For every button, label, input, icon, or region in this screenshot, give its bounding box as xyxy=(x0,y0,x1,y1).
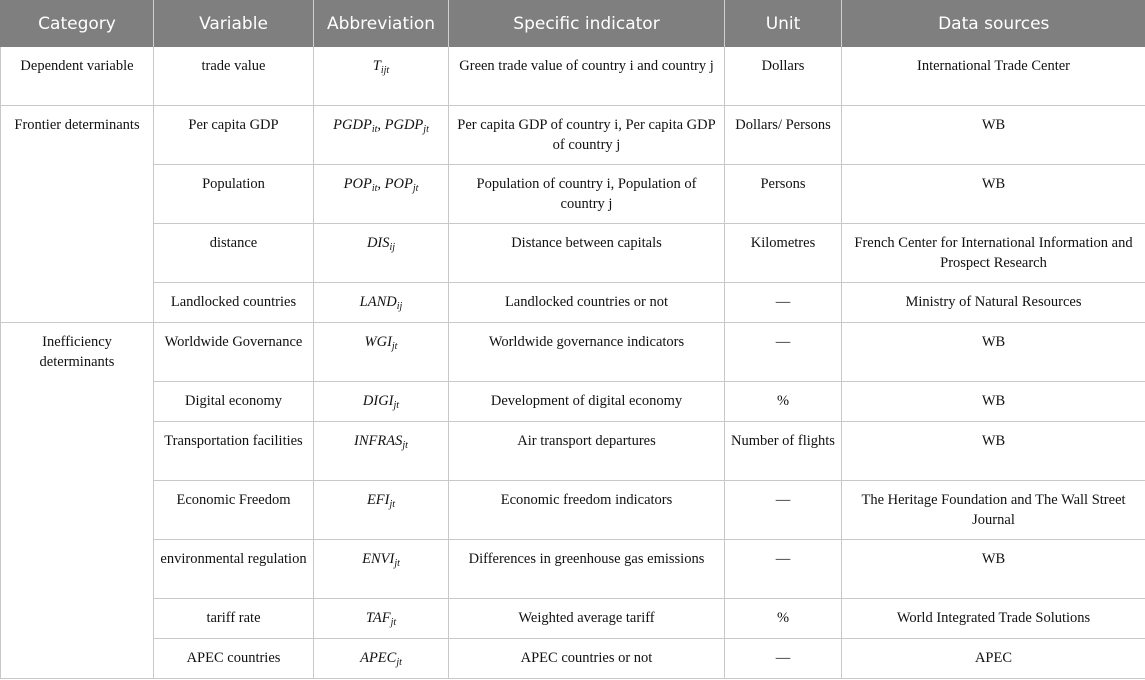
unit-cell: Kilometres xyxy=(725,223,842,282)
unit-cell: % xyxy=(725,381,842,421)
header-specific-indicator: Specific indicator xyxy=(449,0,725,47)
variable-cell: Population xyxy=(154,164,314,223)
indicator-cell: APEC countries or not xyxy=(449,638,725,678)
abbreviation-cell: $DIGI_{jt}$ xyxy=(314,381,449,421)
source-cell: WB xyxy=(842,105,1145,164)
source-cell: WB xyxy=(842,322,1145,381)
variable-cell: Digital economy xyxy=(154,381,314,421)
unit-cell: % xyxy=(725,598,842,638)
table-row xyxy=(1,282,1145,322)
unit-cell: — xyxy=(725,322,842,381)
source-cell: French Center for International Information and Prospect Research xyxy=(842,223,1145,282)
table-row xyxy=(1,381,1145,421)
header-category: Category xyxy=(1,0,154,47)
header-row xyxy=(1,0,1145,47)
table-row xyxy=(1,539,1145,598)
source-cell: WB xyxy=(842,539,1145,598)
category-cell: Dependent variable xyxy=(1,47,154,105)
unit-cell: Dollars/ Persons xyxy=(725,105,842,164)
abbreviation-cell: $INFRAS_{jt}$ xyxy=(314,421,449,480)
source-cell: Ministry of Natural Resources xyxy=(842,282,1145,322)
table-row xyxy=(1,47,1145,105)
source-cell: World Integrated Trade Solutions xyxy=(842,598,1145,638)
header-unit: Unit xyxy=(725,0,842,47)
abbreviation-cell: $POP_{it}$, $POP_{jt}$ xyxy=(314,164,449,223)
abbreviation-cell: $PGDP_{it}$, $PGDP_{jt}$ xyxy=(314,105,449,164)
variable-cell: Worldwide Governance xyxy=(154,322,314,381)
source-cell: WB xyxy=(842,164,1145,223)
unit-cell: Dollars xyxy=(725,47,842,105)
variable-cell: environmental regulation xyxy=(154,539,314,598)
table-row xyxy=(1,322,1145,381)
indicator-cell: Population of country i, Population of country j xyxy=(449,164,725,223)
table-row xyxy=(1,421,1145,480)
unit-cell: Persons xyxy=(725,164,842,223)
source-cell: The Heritage Foundation and The Wall Street Journal xyxy=(842,480,1145,539)
abbreviation-cell: $WGI_{jt}$ xyxy=(314,322,449,381)
variable-cell: tariff rate xyxy=(154,598,314,638)
indicator-cell: Differences in greenhouse gas emissions xyxy=(449,539,725,598)
variable-cell: Landlocked countries xyxy=(154,282,314,322)
indicator-cell: Air transport departures xyxy=(449,421,725,480)
header-abbreviation: Abbreviation xyxy=(314,0,449,47)
header-variable: Variable xyxy=(154,0,314,47)
source-cell: WB xyxy=(842,421,1145,480)
header-data-sources: Data sources xyxy=(842,0,1145,47)
indicator-cell: Worldwide governance indicators xyxy=(449,322,725,381)
source-cell: WB xyxy=(842,381,1145,421)
unit-cell: — xyxy=(725,480,842,539)
unit-cell: — xyxy=(725,539,842,598)
variable-cell: APEC countries xyxy=(154,638,314,678)
table-row xyxy=(1,223,1145,282)
indicator-cell: Landlocked countries or not xyxy=(449,282,725,322)
abbreviation-cell: $EFI_{jt}$ xyxy=(314,480,449,539)
variable-cell: trade value xyxy=(154,47,314,105)
source-cell: International Trade Center xyxy=(842,47,1145,105)
source-cell: APEC xyxy=(842,638,1145,678)
unit-cell: — xyxy=(725,282,842,322)
table-row xyxy=(1,480,1145,539)
abbreviation-cell: $TAF_{jt}$ xyxy=(314,598,449,638)
unit-cell: — xyxy=(725,638,842,678)
variable-cell: Economic Freedom xyxy=(154,480,314,539)
abbreviation-cell: $APEC_{jt}$ xyxy=(314,638,449,678)
variable-cell: Transportation facilities xyxy=(154,421,314,480)
abbreviation-cell: $DIS_{ij}$ xyxy=(314,223,449,282)
table-row xyxy=(1,638,1145,678)
abbreviation-cell: $ENVI_{jt}$ xyxy=(314,539,449,598)
abbreviation-cell: $T_{ijt}$ xyxy=(314,47,449,105)
variable-cell: Per capita GDP xyxy=(154,105,314,164)
abbreviation-cell: $LAND_{ij}$ xyxy=(314,282,449,322)
table-row xyxy=(1,598,1145,638)
category-cell: Inefficiency determinants xyxy=(1,322,154,678)
unit-cell: Number of flights xyxy=(725,421,842,480)
indicator-cell: Distance between capitals xyxy=(449,223,725,282)
table-row xyxy=(1,164,1145,223)
indicator-cell: Development of digital economy xyxy=(449,381,725,421)
indicator-cell: Per capita GDP of country i, Per capita GDP of country j xyxy=(449,105,725,164)
category-cell: Frontier determinants xyxy=(1,105,154,322)
indicator-cell: Weighted average tariff xyxy=(449,598,725,638)
indicator-cell: Green trade value of country i and country j xyxy=(449,47,725,105)
variable-cell: distance xyxy=(154,223,314,282)
indicator-cell: Economic freedom indicators xyxy=(449,480,725,539)
table-row xyxy=(1,105,1145,164)
